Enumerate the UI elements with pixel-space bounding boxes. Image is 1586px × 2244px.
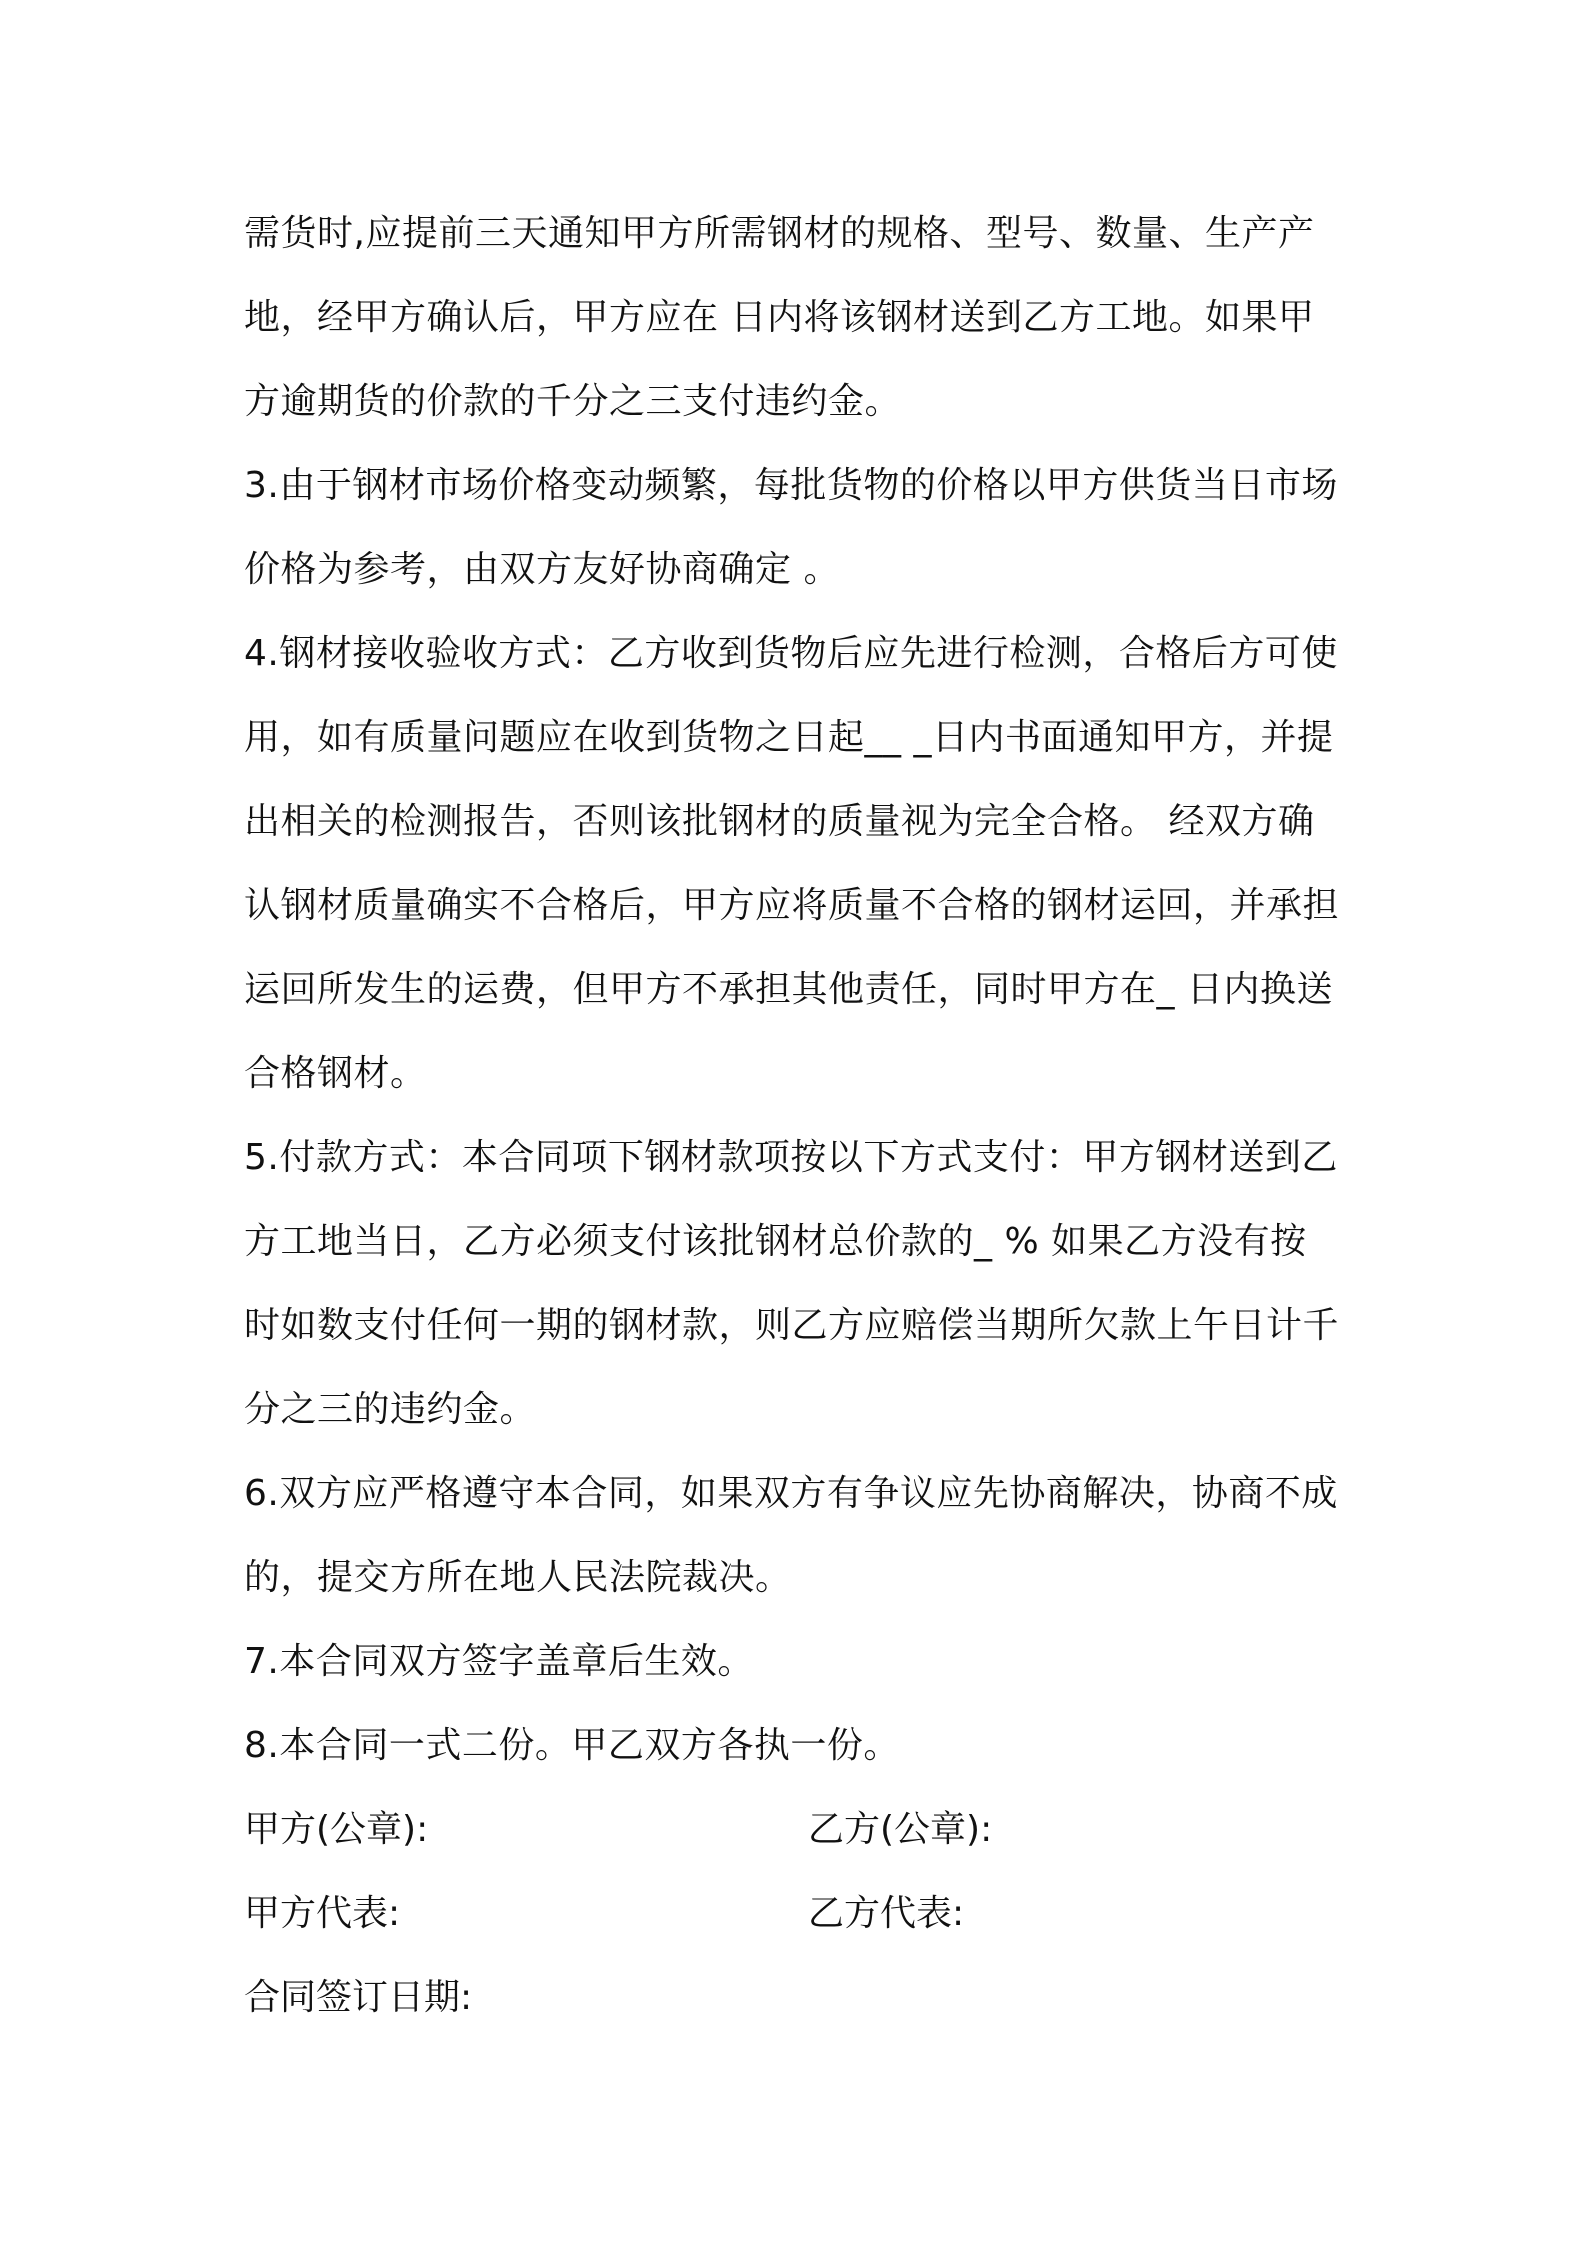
text-line: 出相关的检测报告，否则该批钢材的质量视为完全合格。 经双方确 bbox=[244, 801, 1315, 842]
text-line: 时如数支付任何一期的钢材款，则乙方应赔偿当期所欠款上午日计千 bbox=[244, 1305, 1340, 1346]
text-line: 方工地当日，乙方必须支付该批钢材总价款的_ % 如果乙方没有按 bbox=[244, 1221, 1307, 1262]
clause-7: 7.本合同双方签字盖章后生效。 bbox=[244, 1641, 754, 1682]
party-a-seal-label: 甲方(公章): bbox=[244, 1809, 429, 1850]
clause-6: 6.双方应严格遵守本合同，如果双方有争议应先协商解决，协商不成 bbox=[244, 1473, 1338, 1514]
representative-row bbox=[244, 1872, 1360, 1956]
party-b-seal-label: 乙方(公章): bbox=[808, 1809, 993, 1850]
clause-4: 4.钢材接收验收方式：乙方收到货物后应先进行检测，合格后方可使 bbox=[244, 633, 1338, 674]
text-line: 运回所发生的运费，但甲方不承担其他责任，同时甲方在_ 日内换送 bbox=[244, 969, 1333, 1010]
text-line: 认钢材质量确实不合格后，甲方应将质量不合格的钢材运回，并承担 bbox=[244, 885, 1340, 926]
sign-date-label: 合同签订日期: bbox=[244, 1977, 473, 2018]
text-line: 合格钢材。 bbox=[244, 1053, 427, 1094]
clause-3: 3.由于钢材市场价格变动频繁，每批货物的价格以甲方供货当日市场 bbox=[244, 465, 1338, 506]
text-line: 的，提交方所在地人民法院裁决。 bbox=[244, 1557, 792, 1598]
party-a-rep-label: 甲方代表: bbox=[244, 1893, 401, 1934]
text-line: 分之三的违约金。 bbox=[244, 1389, 537, 1430]
date-row bbox=[244, 1956, 1360, 2040]
text-line: 地，经甲方确认后，甲方应在 日内将该钢材送到乙方工地。如果甲 bbox=[244, 297, 1315, 338]
party-b-rep-label: 乙方代表: bbox=[808, 1893, 965, 1934]
seal-row bbox=[244, 1788, 1360, 1872]
clause-8: 8.本合同一式二份。甲乙双方各执一份。 bbox=[244, 1725, 900, 1766]
text-line: 方逾期货的价款的千分之三支付违约金。 bbox=[244, 381, 902, 422]
text-line: 价格为参考，由双方友好协商确定 。 bbox=[244, 549, 840, 590]
clause-5: 5.付款方式：本合同项下钢材款项按以下方式支付：甲方钢材送到乙 bbox=[244, 1137, 1338, 1178]
contract-body bbox=[244, 192, 1360, 2040]
text-line: 需货时,应提前三天通知甲方所需钢材的规格、型号、数量、生产产 bbox=[244, 213, 1315, 254]
text-line: 用，如有质量问题应在收到货物之日起__ _日内书面通知甲方，并提 bbox=[244, 717, 1334, 758]
